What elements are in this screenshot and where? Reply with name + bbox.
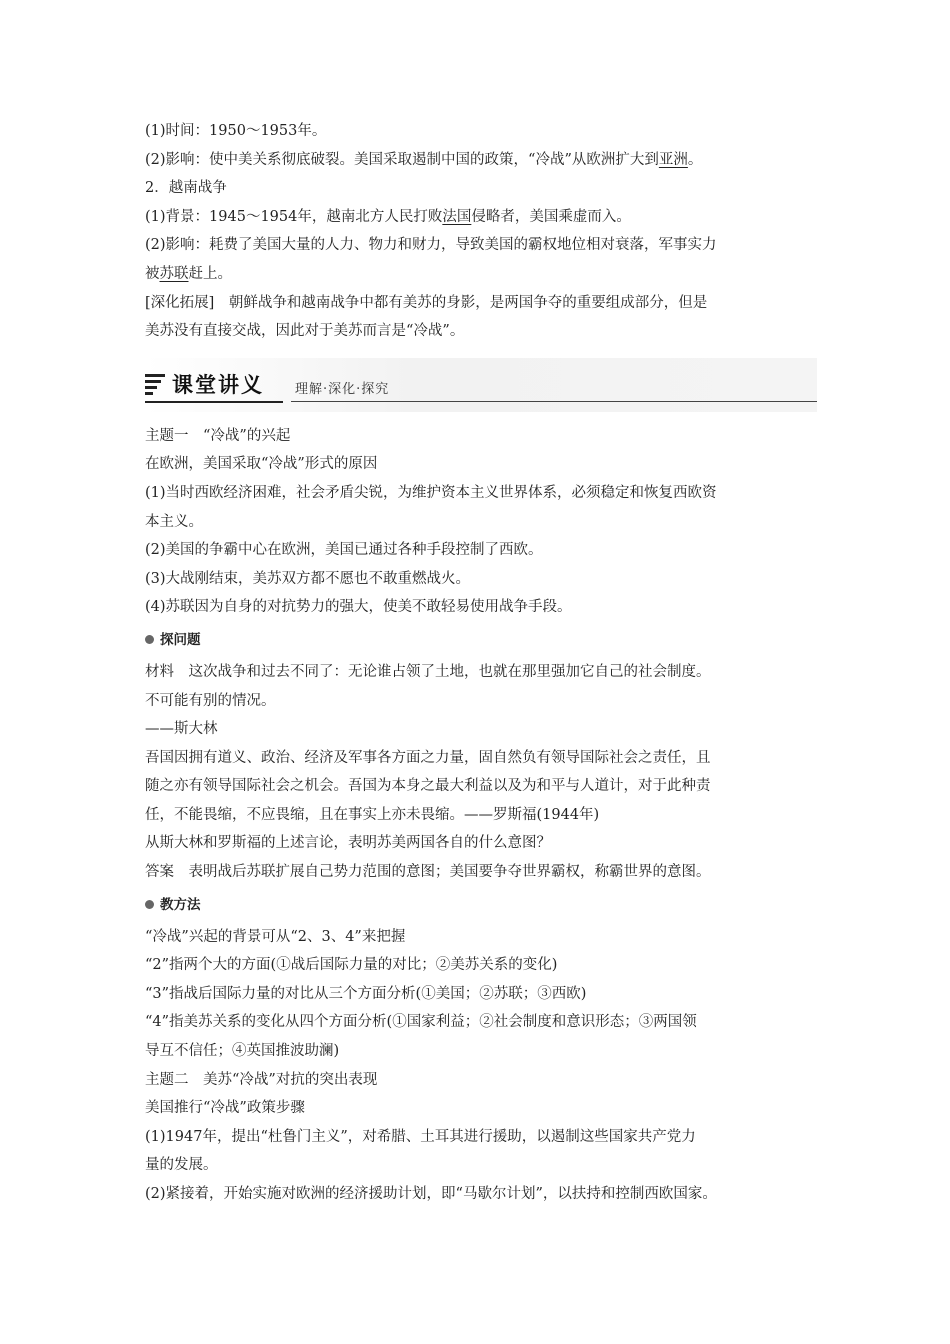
topic-heading: 在欧洲，美国采取“冷战”形式的原因 (145, 456, 378, 473)
text-line: 量的发展。 (145, 1157, 218, 1174)
text-span: 被 (145, 265, 160, 282)
banner-subtitle: 理解·深化·探究 (295, 381, 390, 397)
document-page (145, 117, 817, 1209)
section-label-text: 探问题 (160, 631, 201, 648)
text-line: 任，不能畏缩，不应畏缩，且在事实上亦未畏缩。——罗斯福(1944年) (145, 806, 600, 823)
bullet-icon (145, 635, 154, 644)
text-span: 。 (687, 151, 703, 168)
text-line: “2”指两个大的方面(①战后国际力量的对比；②美苏关系的变化) (145, 957, 558, 974)
text-span: (1)背景：1945～1954年，越南北方人民打败 (145, 208, 443, 225)
text-line: (3)大战刚结束，美苏双方都不愿也不敢重燃战火。 (145, 570, 471, 587)
section-label (145, 622, 817, 658)
text-line: “4”指美苏关系的变化从四个方面分析(①国家利益；②社会制度和意识形态；③两国领 (145, 1014, 697, 1031)
text-line: (1)当时西欧经济困难，社会矛盾尖锐，为维护资本主义世界体系，必须稳定和恢复西欧资 (145, 484, 717, 501)
text-line: (2)影响：耗费了美国大量的人力、物力和财力，导致美国的霸权地位相对衰落，军事实力 (145, 237, 717, 254)
text-line: 不可能有别的情况。 (145, 692, 276, 709)
underlined-term: 亚洲 (658, 151, 688, 168)
underlined-term: 苏联 (159, 265, 189, 282)
question: 从斯大林和罗斯福的上述言论，表明苏美两国各自的什么意图？ (145, 835, 551, 852)
stripes-icon (145, 374, 165, 394)
text-line: 本主义。 (145, 513, 203, 530)
text-line (145, 146, 817, 175)
section-label (145, 887, 817, 923)
text-line: 材料 这次战争和过去不同了：无论谁占领了土地，也就在那里强加它自己的社会制度。 (145, 663, 711, 680)
section-label-text: 教方法 (160, 896, 201, 913)
banner-rule (145, 401, 283, 403)
answer: 答案 表明战后苏联扩展自己势力范围的意图；美国要争夺世界霸权，称霸世界的意图。 (145, 864, 711, 881)
text-line: “冷战”兴起的背景可从“2、3、4”来把握 (145, 928, 406, 945)
underlined-term: 法国 (442, 208, 472, 225)
topic-title: 主题一 “冷战”的兴起 (145, 427, 291, 444)
text-line: (1)时间：1950～1953年。 (145, 123, 327, 139)
text-line: ——斯大林 (145, 721, 218, 738)
banner-rule (291, 401, 817, 402)
text-line (145, 203, 817, 232)
text-line: (1)1947年，提出“杜鲁门主义”，对希腊、土耳其进行援助，以遏制这些国家共产党力 (145, 1128, 696, 1145)
text-line (145, 260, 817, 289)
text-line: 吾国因拥有道义、政治、经济及军事各方面之力量，固自然负有领导国际社会之责任，且 (145, 749, 711, 766)
text-line: 美苏没有直接交战，因此对于美苏而言是“冷战”。 (145, 323, 465, 340)
banner-title: 课堂讲义 (172, 372, 264, 397)
section-banner (145, 358, 817, 412)
text-line: [深化拓展] 朝鲜战争和越南战争中都有美苏的身影，是两国争夺的重要组成部分，但是 (145, 294, 708, 311)
text-line: (2)美国的争霸中心在欧洲，美国已通过各种手段控制了西欧。 (145, 542, 543, 559)
text-line: 2．越南战争 (145, 180, 227, 197)
text-line: “3”指战后国际力量的对比从三个方面分析(①美国；②苏联；③西欧) (145, 985, 587, 1002)
topic-title: 主题二 美苏“冷战”对抗的突出表现 (145, 1071, 378, 1088)
text-line: 随之亦有领导国际社会之机会。吾国为本身之最大利益以及为和平与人道计，对于此种责 (145, 778, 711, 795)
topic-heading: 美国推行“冷战”政策步骤 (145, 1100, 305, 1117)
bullet-icon (145, 900, 154, 909)
text-span: 赶上。 (188, 265, 232, 282)
text-span: 侵略者，美国乘虚而入。 (471, 208, 631, 225)
text-line: 导互不信任；④英国推波助澜) (145, 1043, 340, 1060)
text-span: (2)影响：使中美关系彻底破裂。美国采取遏制中国的政策，“冷战”从欧洲扩大到 (145, 151, 659, 168)
text-line: (4)苏联因为自身的对抗势力的强大，使美不敢轻易使用战争手段。 (145, 599, 572, 616)
text-line: (2)紧接着，开始实施对欧洲的经济援助计划，即“马歇尔计划”，以扶持和控制西欧国家。 (145, 1186, 717, 1202)
